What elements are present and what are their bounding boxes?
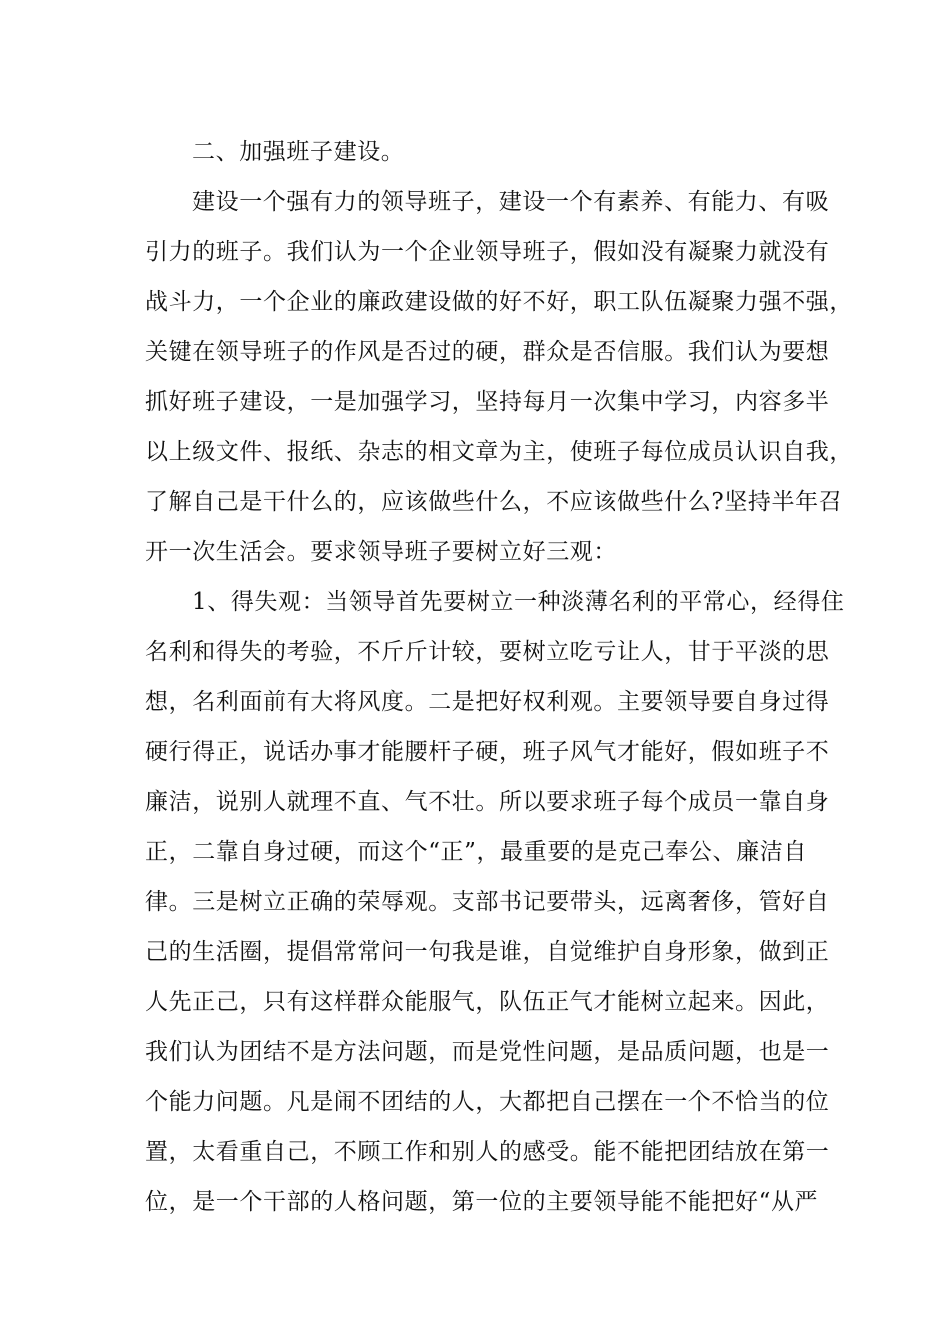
paragraph-line: 引力的班子。我们认为一个企业领导班子，假如没有凝聚力就没有 bbox=[145, 239, 830, 265]
paragraph-line: 廉洁，说别人就理不直、气不壮。所以要求班子每个成员一靠自身 bbox=[145, 789, 830, 815]
paragraph-line: 己的生活圈，提倡常常问一句我是谁，自觉维护自身形象，做到正 bbox=[145, 939, 830, 965]
paragraph-line: 了解自己是干什么的，应该做些什么，不应该做些什么?坚持半年召 bbox=[145, 489, 843, 515]
paragraph-line: 开一次生活会。要求领导班子要树立好三观： bbox=[145, 539, 617, 565]
paragraph-line: 关键在领导班子的作风是否过的硬，群众是否信服。我们认为要想 bbox=[145, 339, 830, 365]
paragraph-line: 人先正己，只有这样群众能服气，队伍正气才能树立起来。因此， bbox=[145, 989, 830, 1015]
paragraph-line: 1、得失观：当领导首先要树立一种淡薄名利的平常心，经得住 bbox=[192, 589, 845, 615]
paragraph-line: 我们认为团结不是方法问题，而是党性问题，是品质问题，也是一 bbox=[145, 1039, 830, 1065]
paragraph-line: 名利和得失的考验，不斤斤计较，要树立吃亏让人，甘于平淡的思 bbox=[145, 639, 830, 665]
paragraph-line: 战斗力，一个企业的廉政建设做的好不好，职工队伍凝聚力强不强， bbox=[145, 289, 853, 315]
paragraph-line: 个能力问题。凡是闹不团结的人，大都把自己摆在一个不恰当的位 bbox=[145, 1089, 830, 1115]
paragraph-line: 抓好班子建设，一是加强学习，坚持每月一次集中学习，内容多半 bbox=[145, 389, 830, 415]
paragraph-line: 硬行得正，说话办事才能腰杆子硬，班子风气才能好，假如班子不 bbox=[145, 739, 830, 765]
paragraph-line: 建设一个强有力的领导班子，建设一个有素养、有能力、有吸 bbox=[192, 189, 830, 215]
paragraph-line: 位，是一个干部的人格问题，第一位的主要领导能不能把好“从严 bbox=[145, 1189, 819, 1215]
paragraph-line: 想，名利面前有大将风度。二是把好权利观。主要领导要自身过得 bbox=[145, 689, 830, 715]
paragraph-line: 置，太看重自己，不顾工作和别人的感受。能不能把团结放在第一 bbox=[145, 1139, 830, 1165]
paragraph-line: 律。三是树立正确的荣辱观。支部书记要带头，远离奢侈，管好自 bbox=[145, 889, 830, 915]
section-heading: 二、加强班子建设。 bbox=[192, 139, 405, 165]
paragraph-line: 正，二靠自身过硬，而这个“正”，最重要的是克己奉公、廉洁自 bbox=[145, 839, 807, 865]
paragraph-line: 以上级文件、报纸、杂志的相文章为主，使班子每位成员认识自我， bbox=[145, 439, 853, 465]
